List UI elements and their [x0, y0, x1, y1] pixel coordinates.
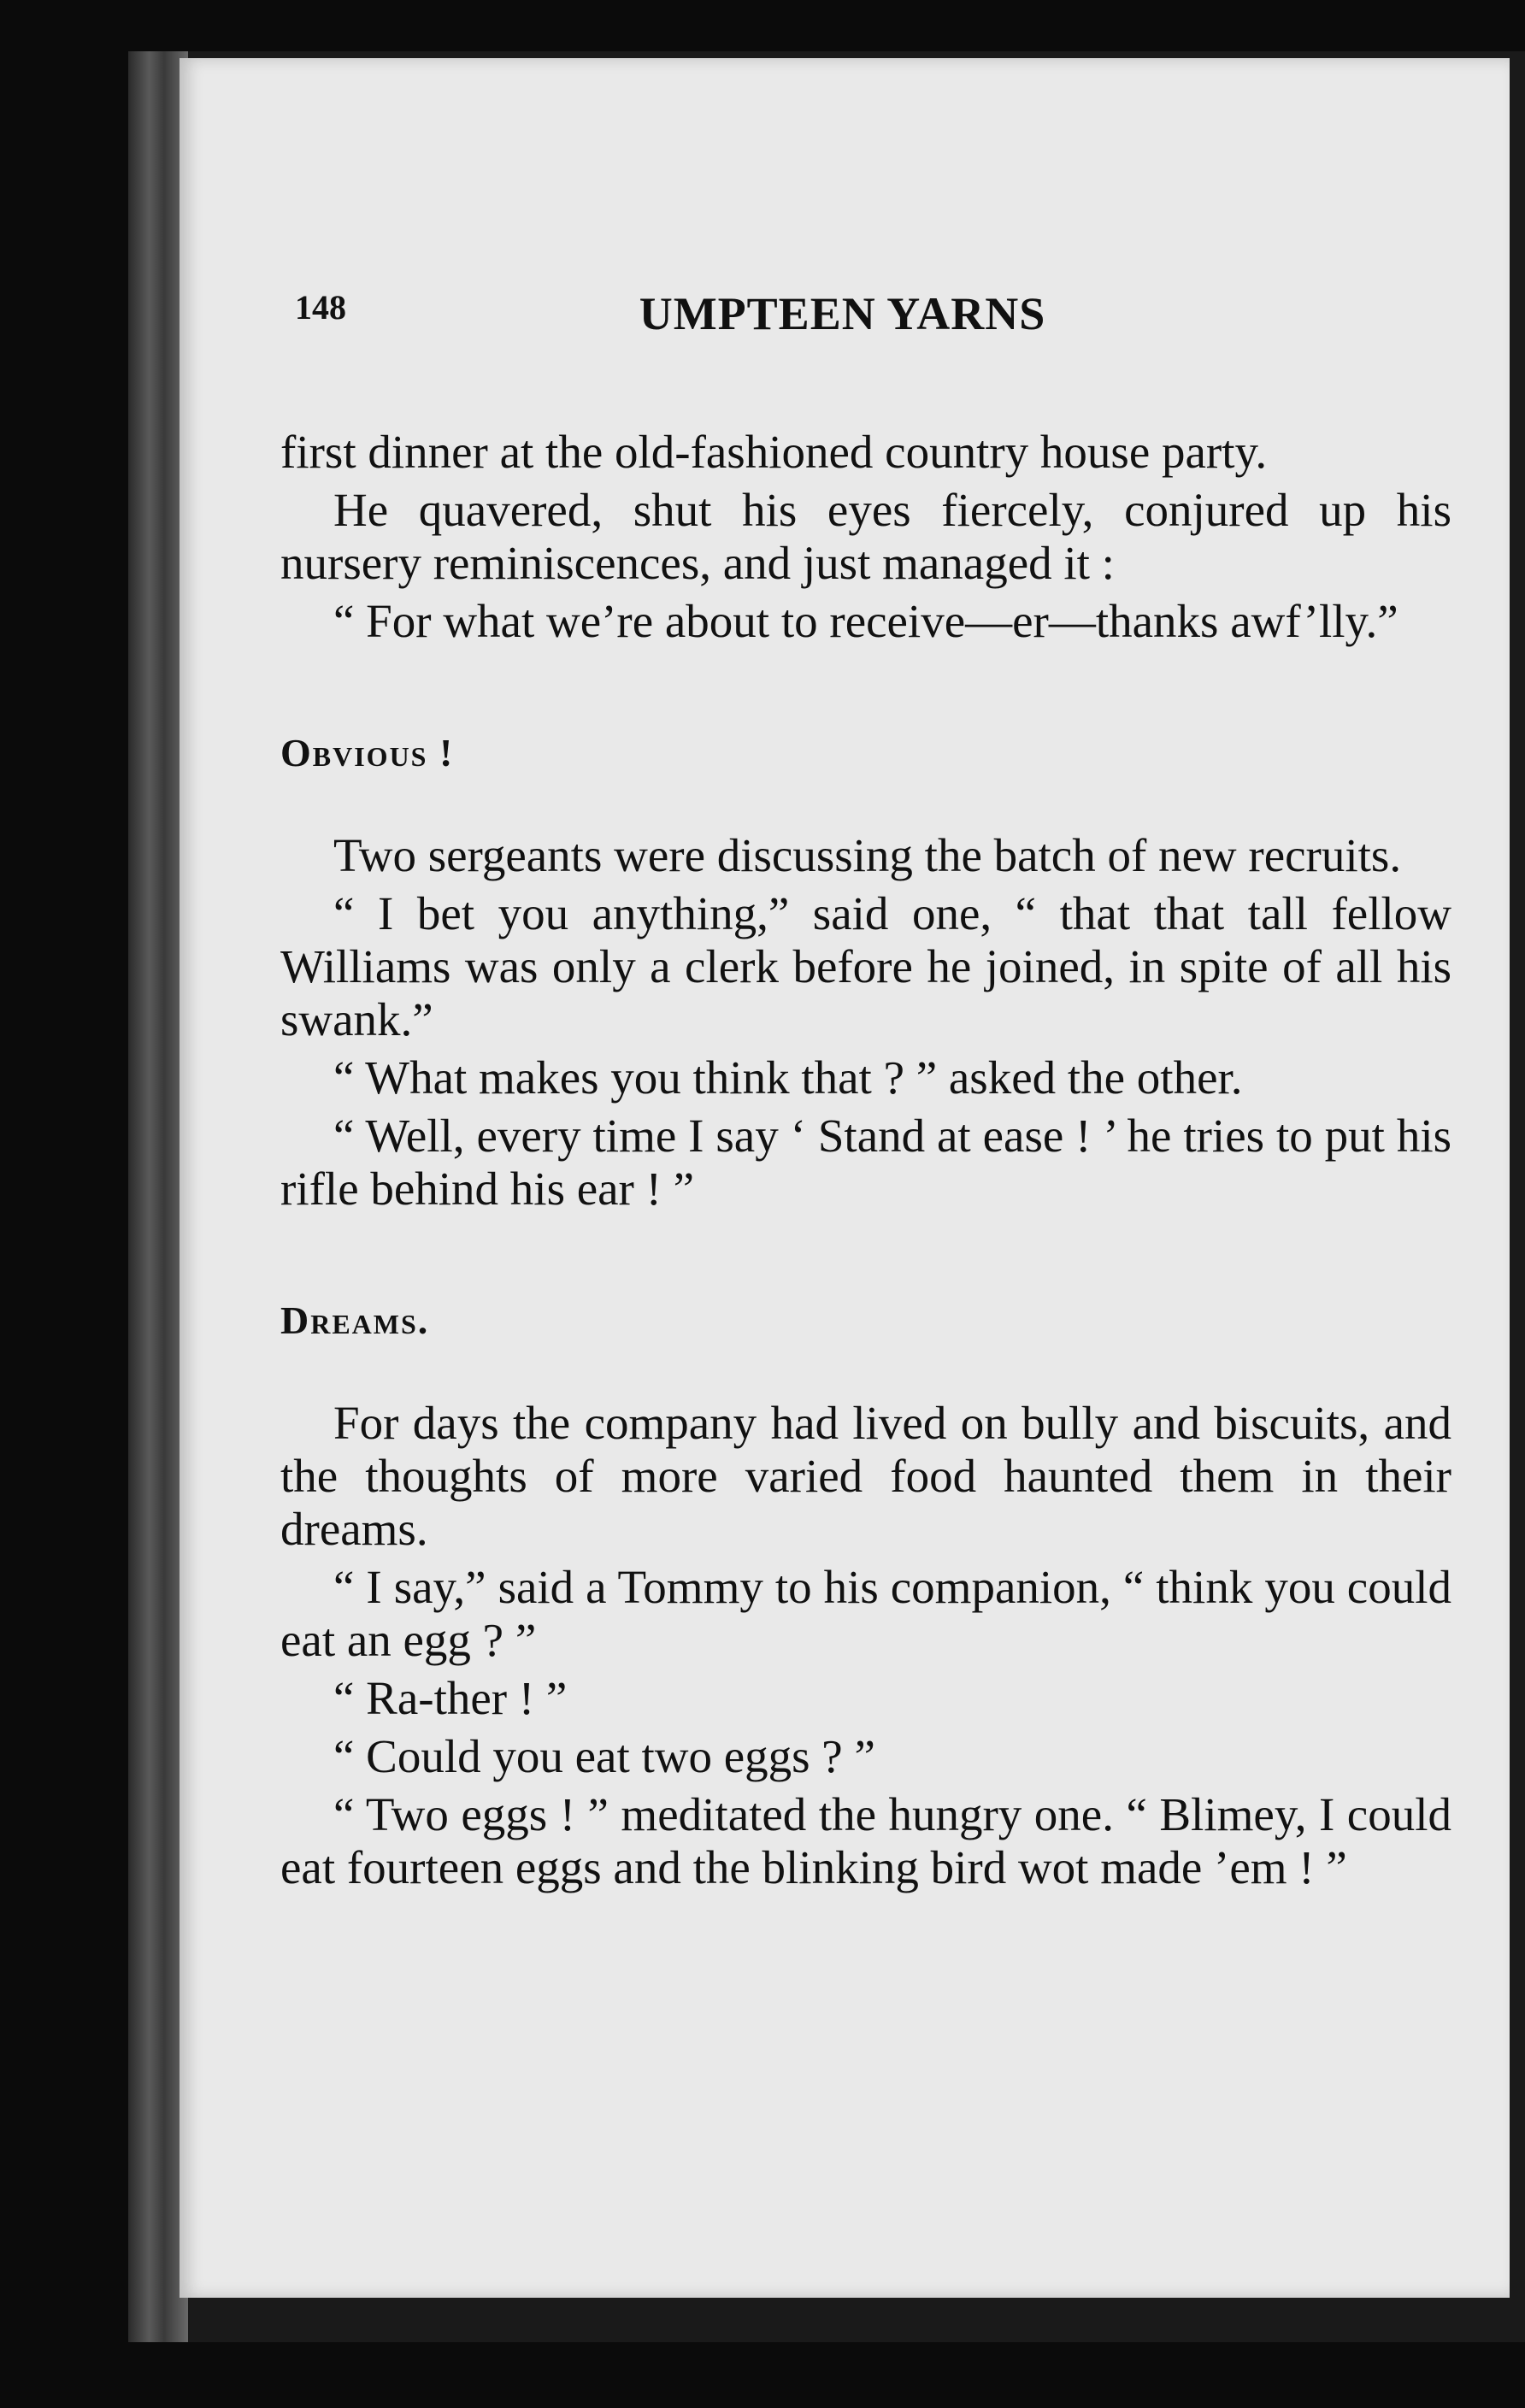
paragraph: “ For what we’re about to receive—er—thanks awf’lly.”: [333, 595, 1398, 647]
book-page: [180, 58, 1510, 2298]
paragraph: “ What makes you think that ? ” asked the other.: [333, 1051, 1243, 1104]
paragraph: “ I say,” said a Tommy to his companion, “ think you could eat an egg ? ”: [280, 1561, 1451, 1666]
page-body: [280, 426, 1451, 1899]
paragraph: Two sergeants were discussing the batch of new recruits.: [333, 829, 1402, 881]
page-number: 148: [295, 288, 346, 327]
paragraph: first dinner at the old-fashioned country house party.: [280, 426, 1268, 478]
paragraph: He quavered, shut his eyes fiercely, conjured up his nursery reminiscences, and just managed it :: [280, 484, 1451, 589]
paragraph: For days the company had lived on bully and biscuits, and the thoughts of more varied food haunted them in their dreams.: [280, 1397, 1451, 1555]
paragraph: “ Well, every time I say ‘ Stand at ease ! ’ he tries to put his rifle behind his ear ! ”: [280, 1110, 1451, 1215]
section-heading-dreams: Dreams.: [280, 1298, 430, 1342]
page-header: [295, 287, 1390, 356]
running-head: UMPTEEN YARNS: [639, 288, 1046, 339]
paragraph: “ Two eggs ! ” meditated the hungry one. “ Blimey, I could eat fourteen eggs and the blinking bird wot made ’em ! ”: [280, 1788, 1451, 1893]
paragraph: “ Ra-ther ! ”: [333, 1672, 568, 1724]
section-heading-obvious: Obvious !: [280, 731, 455, 774]
paragraph: “ Could you eat two eggs ? ”: [333, 1730, 875, 1782]
paragraph: “ I bet you anything,” said one, “ that that tall fellow Williams was only a clerk before he joined, in spite of all his swank.”: [280, 887, 1451, 1045]
